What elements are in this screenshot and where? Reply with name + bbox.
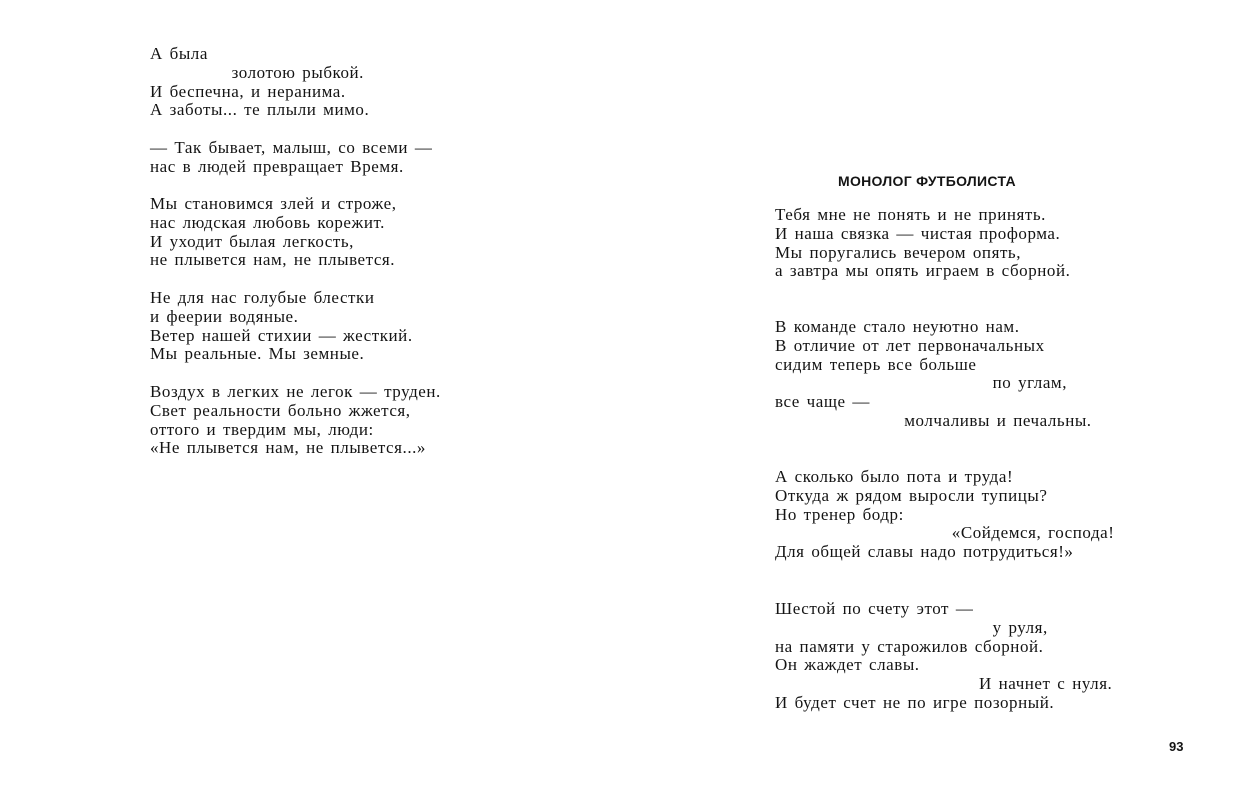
poem-line: сидим теперь все больше [775, 354, 977, 374]
stanza [150, 195, 397, 270]
stanza [150, 139, 432, 177]
poem-line: И наша связка — чистая проформа. [775, 223, 1061, 243]
poem-line: Свет реальности больно жжется, [150, 400, 411, 420]
poem-line: И уходит былая легкость, [150, 231, 354, 251]
poem-line: «Сойдемся, господа! [775, 523, 1115, 543]
poem-line: Мы становимся злей и строже, [150, 194, 397, 213]
right-page [625, 0, 1250, 800]
poem-line: молчаливы и печальны. [775, 410, 1092, 430]
poem-line: Для общей славы надо потрудиться!» [775, 542, 1074, 562]
poem-line: А заботы... те плыли мимо. [150, 100, 370, 120]
poem-line: на памяти у старожилов сборной. [775, 636, 1044, 656]
poem-line: Он жаждет славы. [775, 655, 920, 675]
poem-line: Ветер нашей стихии — жесткий. [150, 325, 413, 345]
page-number: 93 [1169, 739, 1184, 754]
poem-line: по углам, [775, 373, 1068, 393]
poem-line: «Не плывется нам, не плывется...» [150, 438, 426, 458]
stanza [150, 289, 413, 364]
stanza [775, 468, 1115, 562]
poem-line: И начнет с нуля. [775, 674, 1113, 694]
poem-line: у руля, [775, 617, 1048, 637]
poem-line: Не для нас голубые блестки [150, 288, 375, 307]
poem-title: МОНОЛОГ ФУТБОЛИСТА [838, 173, 1016, 189]
poem-line: А была [150, 44, 208, 63]
poem-line: оттого и твердим мы, люди: [150, 419, 374, 439]
stanza [775, 318, 1092, 431]
poem-line: золотою рыбкой. [150, 62, 364, 82]
poem-line: Шестой по счету этот — [775, 599, 974, 618]
poem-line: а завтра мы опять играем в сборной. [775, 261, 1071, 281]
poem-line: Откуда ж рядом выросли тупицы? [775, 485, 1048, 505]
poem-line: И будет счет не по игре позорный. [775, 692, 1055, 712]
stanza [775, 206, 1070, 281]
poem-line: Мы поругались вечером опять, [775, 242, 1022, 262]
poem-line: нас в людей превращает Время. [150, 156, 404, 176]
poem-line: И беспечна, и неранима. [150, 81, 346, 101]
poem-line: нас людская любовь корежит. [150, 212, 385, 232]
poem-line: В команде стало неуютно нам. [775, 317, 1020, 336]
poem-line: Но тренер бодр: [775, 504, 904, 524]
poem-line: В отличие от лет первоначальных [775, 335, 1045, 355]
stanza [150, 45, 369, 120]
stanza [150, 383, 441, 458]
poem-line: А сколько было пота и труда! [775, 467, 1014, 486]
poem-line: и феерии водяные. [150, 306, 299, 326]
poem-line: Воздух в легких не легок — труден. [150, 382, 441, 401]
poem-line: Мы реальные. Мы земные. [150, 344, 365, 364]
poem-line: все чаще — [775, 392, 870, 412]
poem-line: Тебя мне не понять и не принять. [775, 205, 1046, 224]
poem-line: не плывется нам, не плывется. [150, 250, 396, 270]
stanza [775, 600, 1112, 713]
poem-line: — Так бывает, малыш, со всеми — [150, 138, 433, 157]
